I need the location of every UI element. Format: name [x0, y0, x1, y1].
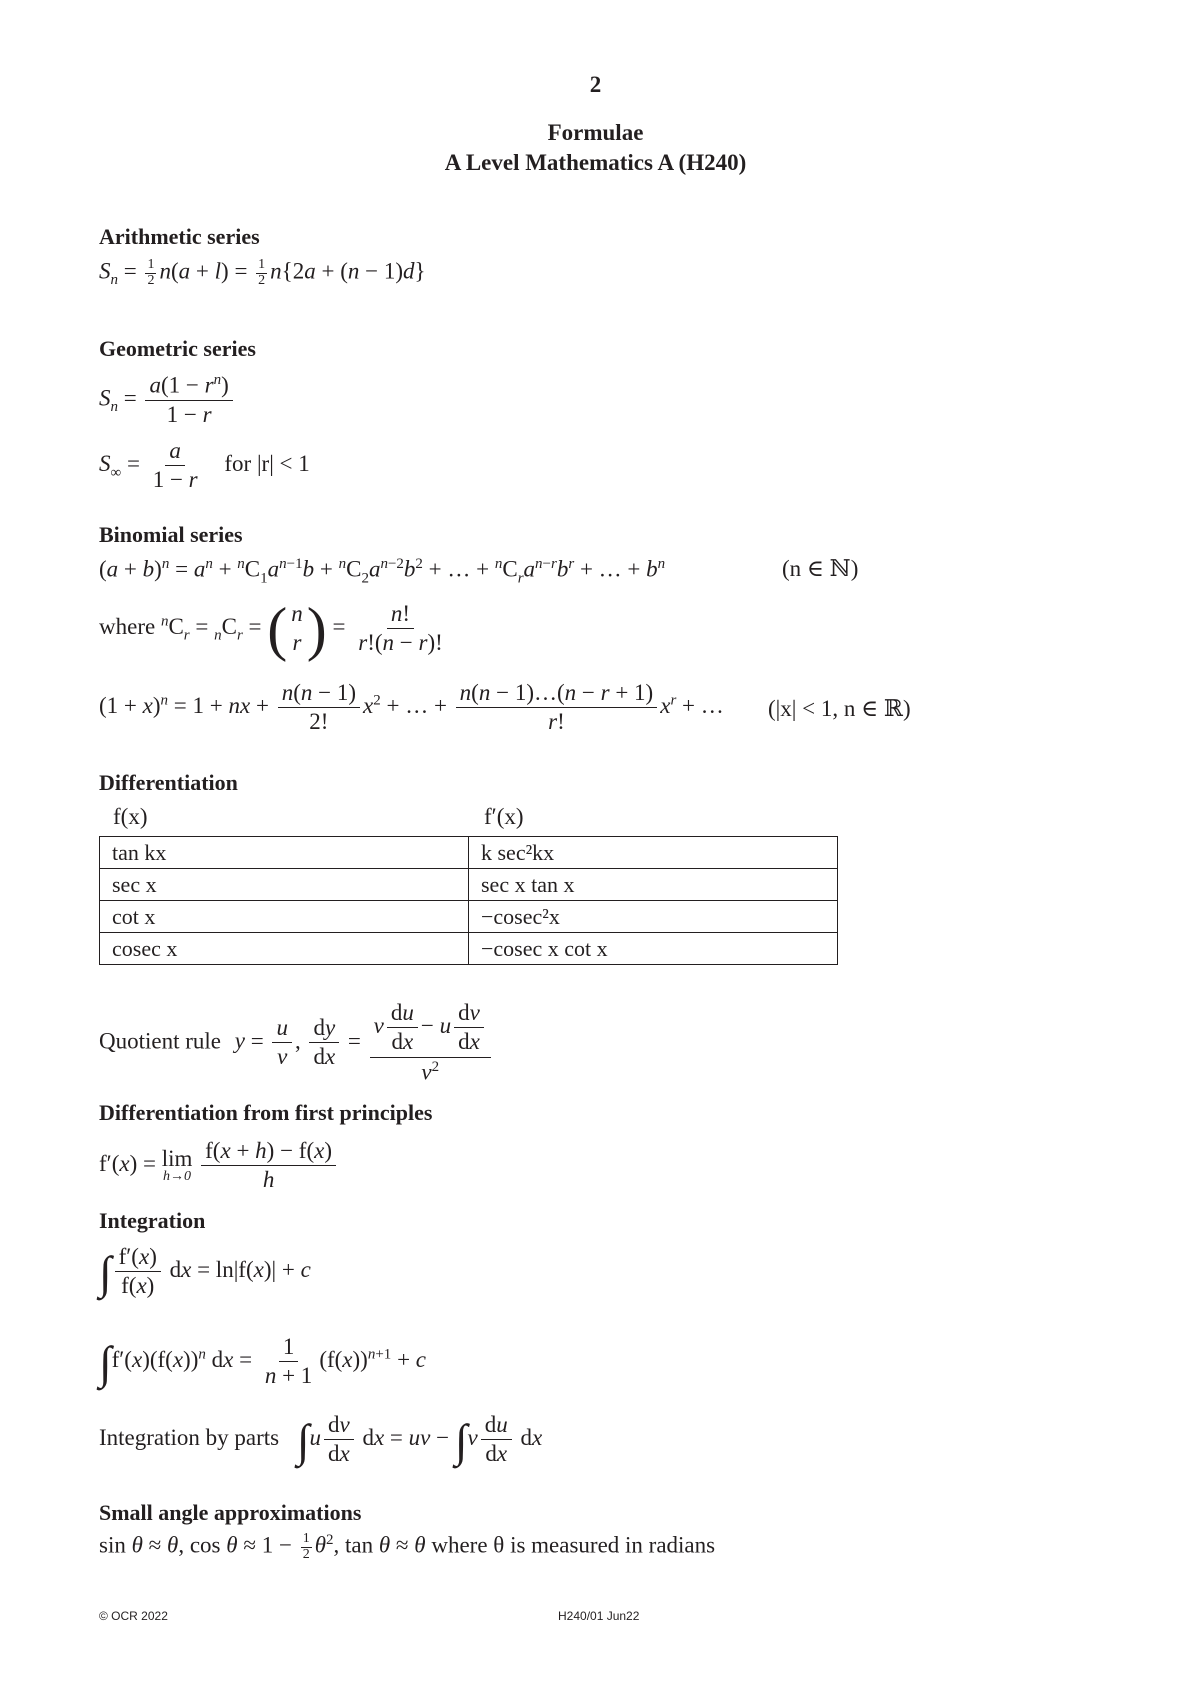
formula-integration-power: $\int f'(x)(f(x))^n$ dx = $\frac{1}{n + 1}$ $(f(x))^{n+1} + c$: [99, 1334, 427, 1389]
table-cell: −cosec x cot x: [469, 933, 838, 965]
heading-differentiation: Differentiation: [99, 770, 238, 795]
page-title: Formulae: [547, 120, 644, 145]
heading-small-angle: Small angle approximations: [99, 1500, 362, 1525]
differentiation-table: [99, 836, 838, 965]
table-cell: tan kx: [100, 837, 469, 869]
table-row: [100, 837, 838, 869]
diff-table-header-fprime: f′(x): [484, 804, 524, 829]
quotient-rule-label: Quotient rule: [99, 1028, 221, 1054]
binomial-domain-real: (|x| < 1, n ∈ ℝ): [768, 696, 911, 721]
formula-integration-by-parts: Integration by parts ∫u $\frac{dv}{dx}$ dx = uv − ∫v $\frac{du}{dx}$ dx: [99, 1412, 543, 1467]
formula-integration-log: ∫ $\frac{f'(x)}{f(x)}$ dx = ln|f(x)| + c: [99, 1244, 311, 1299]
formula-geometric-sum: $S_n$ = $\frac{a(1 - r^n)}{1 - r}$: [99, 372, 236, 429]
page-subtitle: A Level Mathematics A (H240): [444, 150, 747, 175]
diff-table-header-f: f(x): [113, 804, 148, 829]
heading-first-principles: Differentiation from first principles: [99, 1100, 433, 1125]
formula-binomial-general: $(1 + x)^n = 1$ + nx + $\frac{n(n - 1)}{2!}$ $x^2$ + … + $\frac{n(n - 1)\dots(n - r + 1)}{r!}$ $x^r$ + …: [99, 680, 724, 735]
formula-geometric-infinite: $S_\infty$ = $\frac{a}{1 - r}$ for |r| < 1: [99, 438, 310, 493]
heading-geometric-series: Geometric series: [99, 336, 256, 361]
table-cell: cot x: [100, 901, 469, 933]
binomial-domain-natural: (n ∈ ℕ): [782, 556, 859, 581]
table-cell: sec x: [100, 869, 469, 901]
formula-small-angle: sin θ ≈ θ, cos θ ≈ 1 − $\frac{1}{2}$ $\theta^2$, tan θ ≈ θ where θ is measured in radians: [99, 1531, 716, 1562]
table-cell: sec x tan x: [469, 869, 838, 901]
table-cell: k sec²kx: [469, 837, 838, 869]
footer-code: H240/01 Jun22: [558, 1609, 640, 1623]
table-row: [100, 869, 838, 901]
formula-arithmetic-sum: $S_n$ = $\frac{1}{2}$ n(a + l) = $\frac{1}{2}$ n{2a + (n − 1)d}: [99, 257, 426, 289]
table-cell: −cosec²x: [469, 901, 838, 933]
binomial-where-label: where: [99, 614, 156, 640]
formula-quotient-rule: Quotient rule y = $\frac{u}{v}$ , $\frac{dy}{dx}$ = v $\frac{du}{dx}$ − u $\frac{dv}{dx}$ $v^2$: [99, 1000, 494, 1086]
table-row: [100, 901, 838, 933]
footer-copyright: © OCR 2022: [99, 1609, 168, 1623]
integration-by-parts-label: Integration by parts: [99, 1425, 280, 1451]
heading-binomial-series: Binomial series: [99, 522, 243, 547]
page-number: 2: [589, 72, 602, 97]
heading-integration: Integration: [99, 1208, 206, 1233]
formula-first-principles: f′(x) = lim h→0 $\frac{f(x + h) - f(x)}{h}$: [99, 1138, 339, 1194]
geometric-condition: for |r| < 1: [224, 451, 310, 477]
small-angle-tail: where θ is measured in radians: [431, 1532, 716, 1558]
formula-binomial-coefficient: where $^nC_r = _nC_r$ = ( n r ) = $\frac{n!}{r!(n - r)!}$: [99, 595, 443, 662]
table-cell: cosec x: [100, 933, 469, 965]
formula-binomial-expansion: $(a + b)^n = a^n + ^nC_1a^{n-1}b + ^nC_2a^{n-2}b^2$ + … + $^nC_ra^{n-r}b^r$ + … + $b^n$: [99, 556, 666, 587]
heading-arithmetic-series: Arithmetic series: [99, 224, 260, 249]
table-row: [100, 933, 838, 965]
